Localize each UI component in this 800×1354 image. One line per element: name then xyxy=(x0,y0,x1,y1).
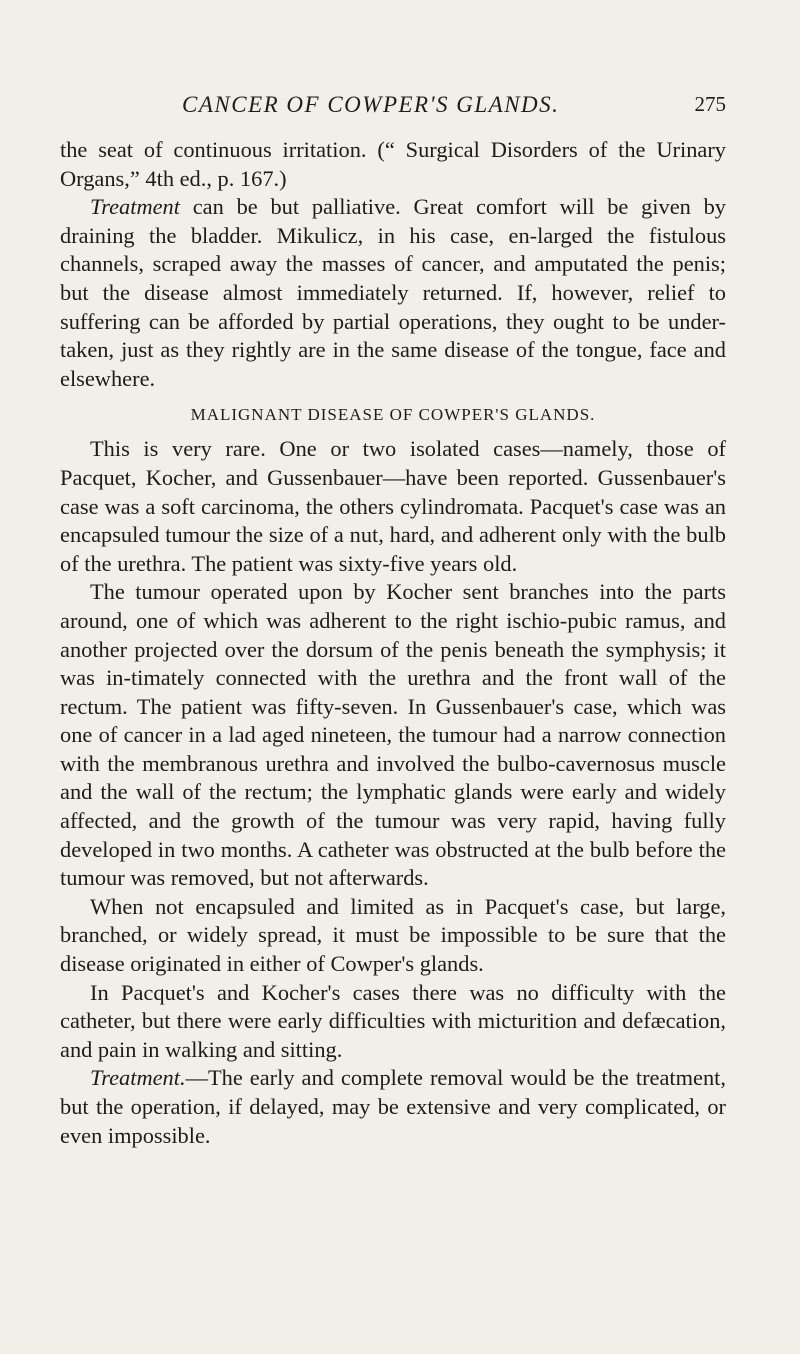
paragraph xyxy=(60,578,726,893)
paragraph-lead: Treatment xyxy=(90,194,180,220)
running-title: CANCER OF COWPER'S GLANDS. xyxy=(182,92,560,117)
paragraph xyxy=(60,893,726,979)
section-heading: MALIGNANT DISEASE OF COWPER'S GLANDS. xyxy=(190,405,596,425)
paragraph-text: When not encapsuled and limited as in Pacquet's case, but large, branched, or widely spread, it must be impossible to be sure that the disease originated in either of Cowper's glands. xyxy=(60,893,726,977)
paragraph-text: The tumour operated upon by Kocher sent branches into the parts around, one of which was adherent to the right ischio-pubic ramus, and another projected over the dorsum of the penis beneath the symphysis; it was in-timately connected with the urethra and the front wall of the rectum. The patient was fifty-seven. In Gussenbauer's case, which was one of cancer in a lad aged nineteen, the tumour had a narrow connection with the membranous urethra and involved the bulbo-cavernosus muscle and the wall of the rectum; the lymphatic glands were early and widely affected, and the growth of the tumour was very rapid, having fully developed in two months. A catheter was obstructed at the bulb before the tumour was removed, but not afterwards. xyxy=(60,579,726,891)
page-number: 275 xyxy=(694,92,726,116)
running-head xyxy=(60,92,726,126)
paragraph xyxy=(60,979,726,1065)
paragraph-text: This is very rare. One or two isolated cases—namely, those of Pacquet, Kocher, and Gussenbauer—have been reported. Gussenbauer's case was a soft carcinoma, the others cylindromata. Pacquet's case was an encapsuled tumour the size of a nut, hard, and adherent only with the bulb of the urethra. The patient was sixty-five years old. xyxy=(60,436,726,576)
paragraph-text: can be but palliative. Great comfort will be given by draining the bladder. Mikulicz, in his case, en-larged the fistulous channels, scraped away the masses of cancer, and amputated the penis; but the disease almost immediately returned. If, however, relief to suffering can be afforded by partial operations, they ought to be under-taken, just as they rightly are in the same disease of the tongue, face and elsewhere. xyxy=(60,194,726,391)
paragraph-treatment xyxy=(60,1064,726,1150)
paragraph xyxy=(60,435,726,578)
paragraph-lead: Treatment. xyxy=(90,1065,186,1091)
paragraph-treatment xyxy=(60,193,726,393)
paragraph-continuation xyxy=(60,136,726,193)
body-text xyxy=(60,136,726,1150)
paragraph-text: the seat of continuous irritation. (“ Surgical Disorders of the Urinary Organs,” 4th ed., p. 167.) xyxy=(60,137,726,191)
paragraph-text: In Pacquet's and Kocher's cases there was no difficulty with the catheter, but there were early difficulties with micturition and defæcation, and pain in walking and sitting. xyxy=(60,979,726,1062)
paragraph-text: —The early and complete removal would be the treatment, but the operation, if delayed, may be extensive and very complicated, or even impossible. xyxy=(60,1065,726,1148)
